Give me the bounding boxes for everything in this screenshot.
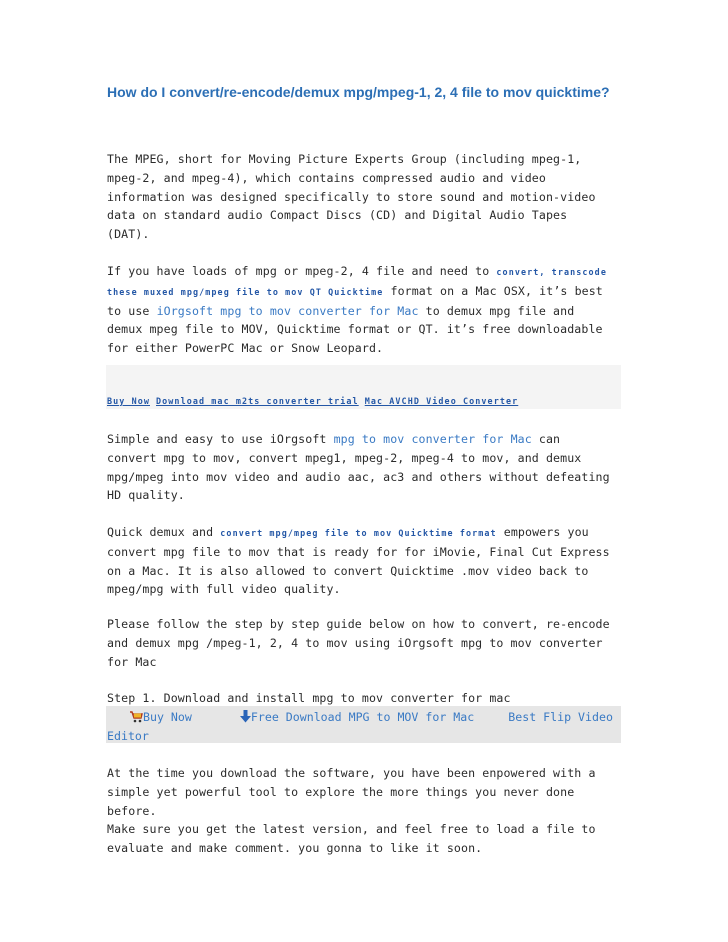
text-line: Make sure you get the latest version, and feel free to load a file to — [107, 822, 596, 837]
text-segment: Quick demux and — [107, 525, 221, 539]
text-line: for either PowerPC Mac or Snow Leopard. — [107, 341, 384, 356]
text-segment: can — [531, 432, 561, 446]
link-mpg-to-mov-converter-2[interactable]: mpg to mov converter for Mac — [333, 432, 532, 446]
download-m2ts-trial-link[interactable]: Download mac m2ts converter trial — [156, 396, 359, 406]
buy-now-link[interactable]: Buy Now — [107, 396, 150, 406]
text-line — [107, 282, 623, 302]
download-arrow-icon[interactable] — [240, 710, 251, 723]
paragraph-download-software — [107, 764, 623, 858]
text-line: Please follow the step by step guide below on how to convert, re-encode — [107, 617, 610, 631]
text-line: (DAT). — [107, 227, 150, 242]
text-line: demux mpeg file to MOV, Quicktime format or QT. it’s free downloadable — [107, 322, 603, 337]
text-line: Step 1. Download and install mpg to mov converter for mac — [107, 691, 511, 705]
shopping-cart-icon[interactable] — [129, 710, 143, 723]
text-line — [107, 523, 623, 543]
link-convert-transcode[interactable]: convert, transcode — [496, 267, 607, 277]
paragraph-convert-need — [107, 262, 623, 358]
text-line — [107, 727, 619, 746]
mac-avchd-converter-link[interactable]: Mac AVCHD Video Converter — [364, 396, 519, 406]
text-line: simple yet powerful tool to explore the more things you never done — [107, 784, 575, 799]
best-flip-editor-link-cont[interactable]: Editor — [107, 728, 149, 743]
download-links-bar — [107, 708, 619, 746]
links-bar-top — [107, 396, 524, 406]
text-segment: to use — [107, 303, 157, 318]
text-segment: Simple and easy to use iOrgsoft — [107, 432, 334, 446]
link-convert-mpg-to-mov-quicktime[interactable]: convert mpg/mpeg file to mov Quicktime format — [220, 528, 497, 538]
text-line — [107, 430, 623, 449]
paragraph-follow-guide — [107, 615, 623, 671]
paragraph-simple-easy — [107, 430, 623, 505]
text-line: evaluate and make comment. you gonna to like it soon. — [107, 841, 483, 856]
text-line — [107, 262, 623, 282]
text-line: HD quality. — [107, 488, 185, 503]
text-line: convert mpg file to mov that is ready for for iMovie, Final Cut Express — [107, 544, 610, 559]
text-line — [107, 708, 619, 727]
text-line: mpg/mpeg into mov video and audio aac, ac3 and others without defeating — [107, 469, 610, 484]
buy-now-link[interactable]: Buy Now — [143, 710, 192, 724]
text-line: and demux mpg /mpeg-1, 2, 4 to mov using iOrgsoft mpg to mov converter — [107, 635, 603, 650]
text-line — [107, 302, 623, 321]
best-flip-editor-link[interactable]: Best Flip Video — [508, 710, 613, 724]
text-line: for Mac — [107, 654, 157, 669]
text-line: convert mpg to mov, convert mpeg1, mpeg-2, mpeg-4 to mov, and demux — [107, 450, 582, 465]
text-line: on a Mac. It is also allowed to convert Quicktime .mov video back to — [107, 563, 589, 578]
paragraph-mpeg-intro — [107, 150, 623, 244]
page-title: How do I convert/re-encode/demux mpg/mpeg-1, 2, 4 file to mov quicktime? — [107, 84, 610, 100]
text-line: mpeg/mpg with full video quality. — [107, 582, 341, 597]
text-line: information was designed specifically to store sound and motion-video — [107, 189, 596, 204]
step-1-heading — [107, 689, 623, 708]
paragraph-quick-demux — [107, 523, 623, 599]
text-line: before. — [107, 803, 157, 818]
text-line: The MPEG, short for Moving Picture Experts Group (including mpeg-1, — [107, 152, 582, 166]
text-segment: empowers you — [496, 525, 589, 539]
free-download-link[interactable]: Free Download MPG to MOV for Mac — [250, 710, 475, 724]
text-segment: to demux mpg file and — [418, 303, 575, 318]
text-segment: format on a Mac OSX, it’s best — [383, 283, 603, 298]
text-line: mpeg-2, and mpeg-4), which contains compressed audio and video — [107, 170, 546, 185]
text-line: data on standard audio Compact Discs (CD) and Digital Audio Tapes — [107, 208, 568, 223]
link-mpg-to-mov-converter[interactable]: iOrgsoft mpg to mov converter for Mac — [156, 303, 419, 318]
text-line: At the time you download the software, you have been enpowered with a — [107, 766, 596, 780]
text-segment: If you have loads of mpg or mpeg-2, 4 file and need to — [107, 264, 497, 278]
link-muxed-mpg-to-mov[interactable]: these muxed mpg/mpeg file to mov QT Quicktime — [107, 286, 384, 297]
